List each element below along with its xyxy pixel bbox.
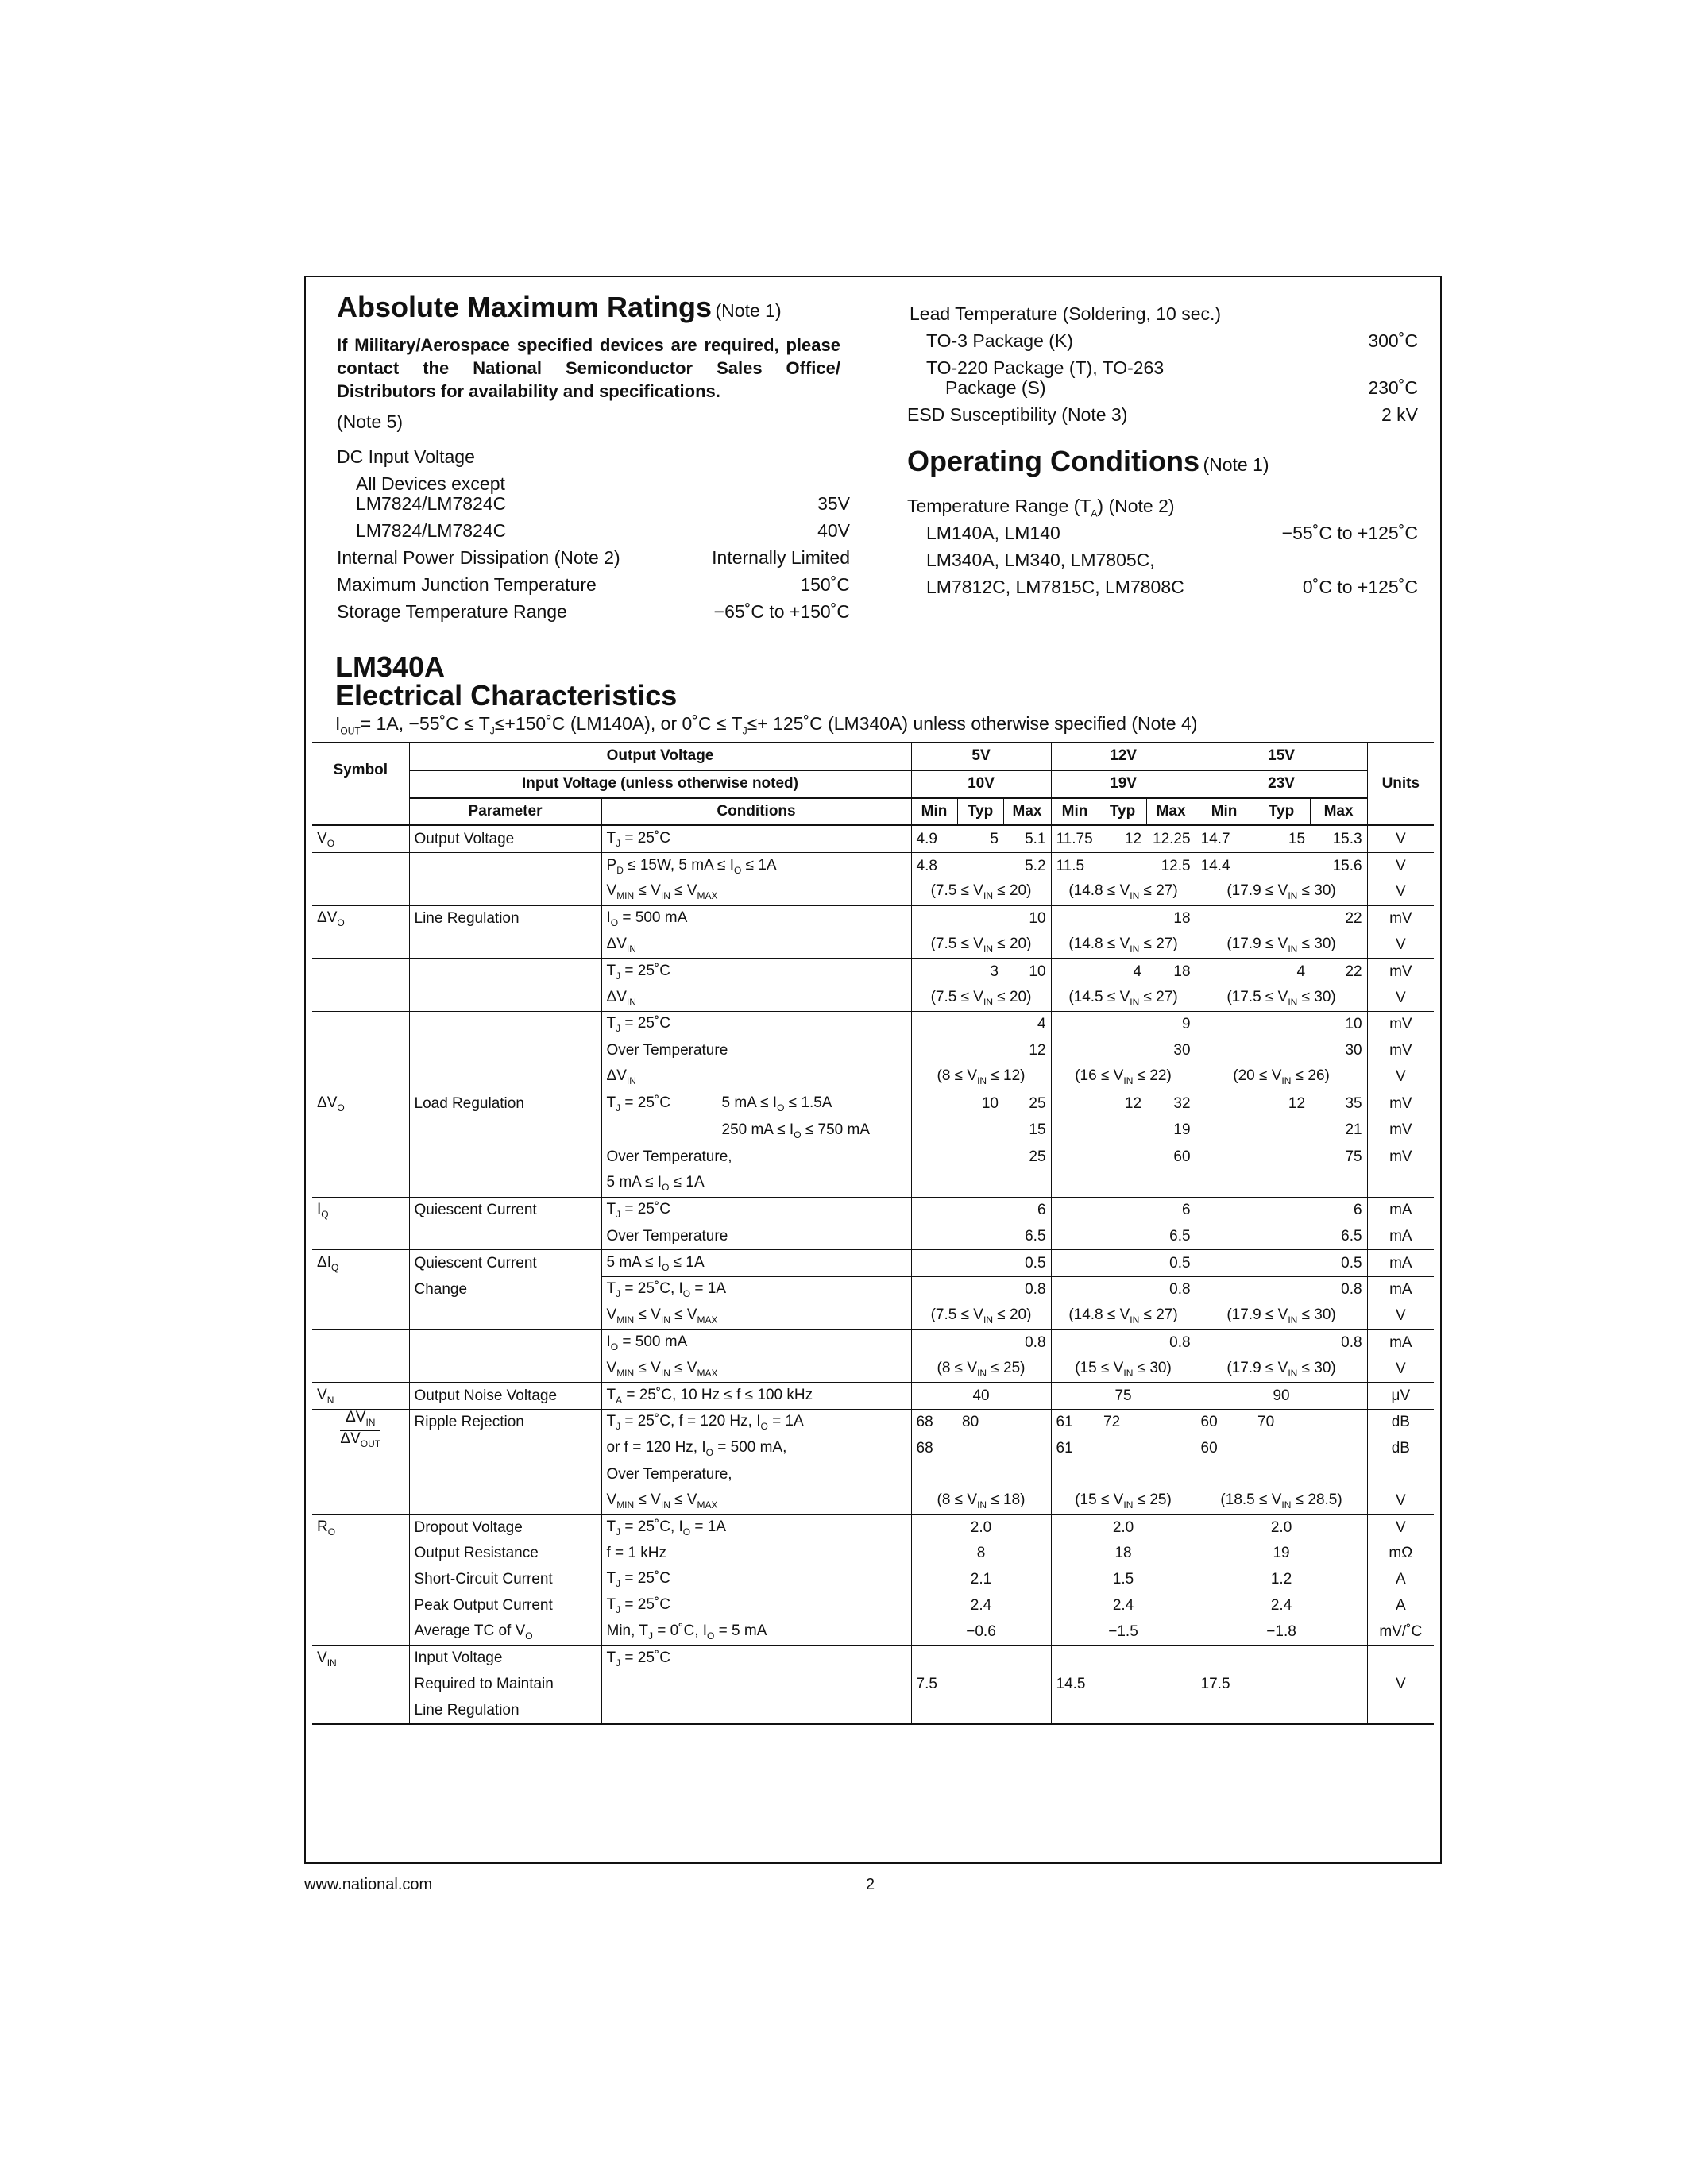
- mjt-label: Maximum Junction Temperature: [337, 574, 597, 595]
- symbol-header-blank: [312, 798, 409, 826]
- lm140-value: −55˚C to +125˚C: [1281, 523, 1418, 543]
- table-row: $\Delta V_{IN}$ $(8 \le V_{IN} \le 12)$ $(16 \le V_{IN} \le 22)$ $(20 \le V_{IN} \le 26)$ V: [312, 1064, 1434, 1090]
- table-row: Over Temperature,: [312, 1462, 1434, 1488]
- table-row: $T_J$ = 25˚C 3 10 4 18 4 22 mV: [312, 959, 1434, 985]
- to220-label-b: Package (S): [945, 377, 1046, 398]
- table-row: $T_J$ = 25˚C 4 9 10 mV: [312, 1011, 1434, 1037]
- input-voltage-header: Input Voltage (unless otherwise noted): [409, 770, 911, 798]
- v5-header: 5V: [911, 743, 1051, 770]
- temp-range-sub: A: [1091, 507, 1098, 519]
- part-number: LM340A: [335, 650, 446, 683]
- v15-header: 15V: [1196, 743, 1367, 770]
- note5: (Note 5): [337, 411, 404, 432]
- table-row: $V_O$ Output Voltage $T_J$ = 25˚C 4.9 5 5.1 11.75 12 12.25 14.7 15 15.3 V: [312, 825, 1434, 852]
- max-header: Max: [1310, 798, 1367, 826]
- esd-value: 2 kV: [1381, 404, 1418, 425]
- mjt-value: 150˚C: [800, 574, 850, 595]
- lm7824-value-a: 35V: [817, 493, 850, 514]
- table-row: $\Delta V_O$ Load Regulation $T_J$ = 25˚C 5 mA ≤ $I_O \le 1.5A$ 10 25 12 32 12 35 mV: [312, 1090, 1434, 1117]
- table-row: 5 mA ≤ $I_O \le 1A$: [312, 1171, 1434, 1197]
- max-header: Max: [1003, 798, 1051, 826]
- oc-note: (Note 1): [1203, 454, 1269, 475]
- str-value: −65˚C to +150˚C: [713, 601, 850, 622]
- ec-conditions-line: $I_{OUT}= 1A$, −55˚C ≤ $T_J\le+150˚C$ (LM140A), or 0˚C ≤ $T_J\le+$ 125˚C (LM340A) unless otherwise specified (Note 4): [335, 713, 1198, 737]
- typ-header: Typ: [1099, 798, 1146, 826]
- min-header: Min: [1196, 798, 1253, 826]
- table-row: $V_{IN}$ Input Voltage $T_J$ = 25˚C: [312, 1646, 1434, 1672]
- in5-header: 10V: [911, 770, 1051, 798]
- table-row: $I_Q$ Quiescent Current $T_J$ = 25˚C 6 6 6 mA: [312, 1197, 1434, 1223]
- table-row: 250 mA ≤ $I_O \le 750$ mA 15 19 21 mV: [312, 1117, 1434, 1144]
- military-notice: If Military/Aerospace specified devices are required, please contact the National Semiconductor Sales Office/ Distributors for availability and specifications.: [337, 335, 840, 401]
- table-row: Output Resistance f = 1 kHz 8 18 19 mΩ: [312, 1541, 1434, 1567]
- table-row: $\Delta V_{IN}$ $(7.5 \le V_{IN} \le 20)$ $(14.5 \le V_{IN} \le 27)$ $(17.5 \le V_{IN} \le 30)$ V: [312, 985, 1434, 1011]
- parameter-header: Parameter: [409, 798, 601, 826]
- all-devices-label: All Devices except: [356, 473, 505, 494]
- amr-note: (Note 1): [715, 300, 782, 321]
- symbol-header: Symbol: [333, 762, 388, 779]
- conditions-header: Conditions: [601, 798, 911, 826]
- table-row: $V_{MIN} \le V_{IN} \le V_{MAX}$ $(8 \le V_{IN} \le 18)$ $(15 \le V_{IN} \le 25)$ $(18.5 \le V_{IN} \le 28.5)$ V: [312, 1488, 1434, 1514]
- table-row: $P_D \le 15W$, 5 mA ≤ $I_O \le 1A$ 4.8 5.2 11.5 12.5 14.4 15.6 V: [312, 853, 1434, 879]
- electrical-characteristics-table: [312, 742, 1434, 1725]
- table-row: $V_{MIN} \le V_{IN} \le V_{MAX}$ $(7.5 \le V_{IN} \le 20)$ $(14.8 \le V_{IN} \le 27)$ $(17.9 \le V_{IN} \le 30)$ V: [312, 1303, 1434, 1329]
- table-row: Over Temperature 6.5 6.5 6.5 mA: [312, 1223, 1434, 1249]
- esd-label: ESD Susceptibility (Note 3): [907, 404, 1128, 425]
- ec-title: Electrical Characteristics: [335, 679, 678, 712]
- to3-label: TO-3 Package (K): [926, 330, 1073, 351]
- amr-heading: [337, 291, 782, 324]
- table-row: $V_{MIN} \le V_{IN} \le V_{MAX}$ $(8 \le V_{IN} \le 25)$ $(15 \le V_{IN} \le 30)$ $(17.9 \le V_{IN} \le 30)$ V: [312, 1356, 1434, 1382]
- table-row: $\Delta I_Q$ Quiescent Current 5 mA ≤ $I_O \le 1A$ 0.5 0.5 0.5 mA: [312, 1250, 1434, 1277]
- table-row: $V_N$ Output Noise Voltage $T_A$ = 25˚C, 10 Hz ≤ f ≤ 100 kHz 40 75 90 μV: [312, 1383, 1434, 1410]
- typ-header: Typ: [957, 798, 1003, 826]
- v12-header: 12V: [1051, 743, 1196, 770]
- min-header: Min: [1051, 798, 1099, 826]
- lm7824-value-b: 40V: [817, 520, 850, 541]
- temp-range-label: [907, 496, 1175, 519]
- lm7812-label: LM7812C, LM7815C, LM7808C: [926, 577, 1184, 597]
- lm140-label: LM140A, LM140: [926, 523, 1060, 543]
- table-row: Short-Circuit Current $T_J$ = 25˚C 2.1 1.5 1.2 A: [312, 1567, 1434, 1593]
- lead-temp-label: Lead Temperature (Soldering, 10 sec.): [910, 303, 1222, 324]
- oc-heading: [907, 445, 1269, 478]
- temp-range-note: ) (Note 2): [1097, 496, 1175, 516]
- lm340-label: LM340A, LM340, LM7805C,: [926, 550, 1155, 570]
- max-header: Max: [1146, 798, 1196, 826]
- to3-value: 300˚C: [1368, 330, 1418, 351]
- table-row: or f = 120 Hz, $I_O = 500$ mA, 68 61 60 dB: [312, 1436, 1434, 1462]
- typ-header: Typ: [1253, 798, 1310, 826]
- lm7812-value: 0˚C to +125˚C: [1302, 577, 1418, 597]
- footer-url[interactable]: www.national.com: [304, 1876, 433, 1893]
- to220-label: TO-220 Package (T), TO-263: [926, 357, 1165, 378]
- table-row: $R_O$ Dropout Voltage $T_J$ = 25˚C, $I_O = 1A$ 2.0 2.0 2.0 V: [312, 1515, 1434, 1541]
- units-header: Units: [1367, 743, 1434, 825]
- table-row: Line Regulation: [312, 1698, 1434, 1725]
- table-row: $\Delta V_O$ Line Regulation $I_O = 500$ mA 10 18 22 mV: [312, 905, 1434, 932]
- to220-value: 230˚C: [1368, 377, 1418, 398]
- table-row: $\frac{\Delta V_{IN}}{\Delta V_{OUT}}$ Ripple Rejection $T_J$ = 25˚C, f = 120 Hz, $I_O = 1A$ 68 80 61 72 60 70 dB: [312, 1409, 1434, 1435]
- table-row: Average TC of $V_O$ Min, $T_J$ = 0˚C, $I_O = 5$ mA −0.6 −1.5 −1.8 mV/˚C: [312, 1619, 1434, 1645]
- in12-header: 19V: [1051, 770, 1196, 798]
- ipd-value: Internally Limited: [712, 547, 850, 568]
- table-row: $I_O = 500$ mA 0.8 0.8 0.8 mA: [312, 1329, 1434, 1356]
- page-number: 2: [866, 1876, 875, 1893]
- temp-range-text: Temperature Range (T: [907, 496, 1091, 516]
- lm7824-label-b: LM7824/LM7824C: [356, 520, 507, 541]
- table-row: Over Temperature, 25 60 75 mV: [312, 1144, 1434, 1170]
- table-row: Change $T_J$ = 25˚C, $I_O = 1A$ 0.8 0.8 0.8 mA: [312, 1276, 1434, 1302]
- table-row: $V_{MIN} \le V_{IN} \le V_{MAX}$ $(7.5 \le V_{IN} \le 20)$ $(14.8 \le V_{IN} \le 27)$ $(17.9 \le V_{IN} \le 30)$ V: [312, 879, 1434, 905]
- ipd-label: Internal Power Dissipation (Note 2): [337, 547, 620, 568]
- table-row: Required to Maintain 7.5 14.5 17.5 V: [312, 1672, 1434, 1698]
- str-label: Storage Temperature Range: [337, 601, 567, 622]
- table-row: Over Temperature 12 30 30 mV: [312, 1038, 1434, 1064]
- table-row: Peak Output Current $T_J$ = 25˚C 2.4 2.4 2.4 A: [312, 1593, 1434, 1619]
- output-voltage-header: Output Voltage: [409, 743, 911, 770]
- oc-title: Operating Conditions: [907, 445, 1199, 477]
- min-header: Min: [911, 798, 957, 826]
- in15-header: 23V: [1196, 770, 1367, 798]
- amr-title: Absolute Maximum Ratings: [337, 291, 713, 323]
- dc-input-label: DC Input Voltage: [337, 446, 475, 467]
- lm7824-label-a: LM7824/LM7824C: [356, 493, 507, 514]
- table-row: $\Delta V_{IN}$ $(7.5 \le V_{IN} \le 20)$ $(14.8 \le V_{IN} \le 27)$ $(17.9 \le V_{IN} \le 30)$ V: [312, 932, 1434, 959]
